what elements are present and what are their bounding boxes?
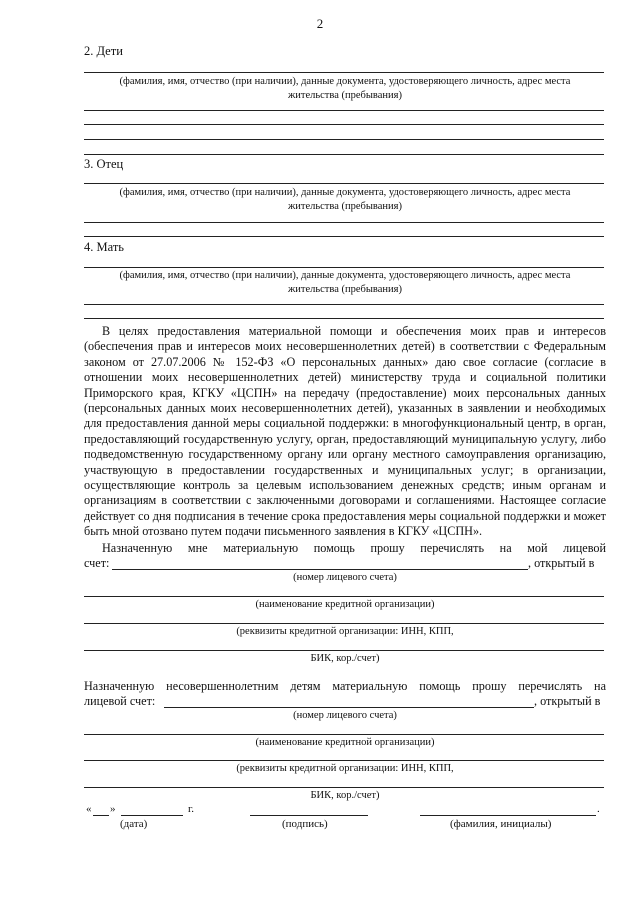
children-bank-name-caption: (наименование кредитной организации)	[255, 737, 435, 748]
father-caption-line2: жительства (пребывания)	[288, 201, 402, 212]
mother-heading: 4. Мать	[84, 240, 125, 254]
children-account-label: лицевой счет:	[84, 694, 156, 708]
date-year-suffix: г.	[188, 803, 195, 815]
children-caption-line2: жительства (пребывания)	[288, 90, 402, 101]
own-account-number-caption: (номер лицевого счета)	[293, 572, 397, 583]
date-caption: (дата)	[120, 818, 148, 830]
children-field-line[interactable]	[84, 139, 604, 140]
own-bank-bik-caption: БИК, кор./счет)	[310, 653, 380, 664]
own-account-opened-in: , открытый в	[528, 556, 595, 570]
name-initials-caption: (фамилия, инициалы)	[450, 818, 552, 830]
signature-caption: (подпись)	[282, 818, 328, 830]
children-bank-bik-caption: БИК, кор./счет)	[310, 790, 380, 801]
father-field-line[interactable]	[84, 222, 604, 223]
page-number: 2	[316, 16, 324, 31]
mother-caption-line2: жительства (пребывания)	[288, 284, 402, 295]
children-bank-requisites-caption: (реквизиты кредитной организации: ИНН, КПП,	[236, 763, 454, 774]
name-initials-field[interactable]	[420, 815, 596, 816]
children-account-request: Назначенную несовершеннолетним детям материальную помощь прошу перечислять на	[84, 679, 606, 693]
date-quote-close: »	[110, 803, 116, 815]
consent-paragraph: В целях предоставления материальной помощи и обеспечения моих прав и интересов (обеспечения прав и интересов моих несовершеннолетних детей) в соответствии с Федеральным законом от 27.07.2006 № 152-ФЗ «О персональных данных» даю свое согласие (согласие в отношении моих несовершеннолетних детей) министерству труда и социальной политики Приморского края, КГКУ «ЦСПН» на передачу (предоставление) моих персональных данных (персональных данных моих несовершеннолетних детей), указанных в заявлении и необходимых для предоставления данной меры социальной поддержки: в многофункциональный центр, в орган, предоставляющий государственную услугу, орган, предоставляющий муниципальную услугу, либо подведомственную государственному органу или органу местного самоуправления организацию, участвующую в предоставлении государственных и муниципальных услуг; в организации, осуществляющие контроль за целевым использованием денежных средств; иным органам и организациям в соответствии с заключенными договорами и соглашениями. Настоящее согласие действует со дня подписания в течение срока предоставления меры социальной поддержки и может быть мной отозвано путем подачи письменного заявления в КГКУ «ЦСПН».	[84, 324, 606, 539]
father-caption-line1: (фамилия, имя, отчество (при наличии), данные документа, удостоверяющего личность, адрес места	[119, 187, 571, 198]
own-bank-requisites-caption: (реквизиты кредитной организации: ИНН, КПП,	[236, 626, 454, 637]
mother-caption-line1: (фамилия, имя, отчество (при наличии), данные документа, удостоверяющего личность, адрес места	[119, 270, 571, 281]
date-day-field[interactable]	[93, 815, 109, 816]
own-account-label: счет:	[84, 556, 110, 570]
children-field-line[interactable]	[84, 72, 604, 73]
date-quote-open: «	[86, 803, 92, 815]
signature-field[interactable]	[250, 815, 368, 816]
signature-end-dot: .	[597, 803, 600, 815]
mother-field-line[interactable]	[84, 304, 604, 305]
children-caption-line1: (фамилия, имя, отчество (при наличии), данные документа, удостоверяющего личность, адрес места	[119, 76, 571, 87]
children-account-opened-in: , открытый в	[534, 694, 601, 708]
children-field-line[interactable]	[84, 124, 604, 125]
children-account-number-caption: (номер лицевого счета)	[293, 710, 397, 721]
children-heading: 2. Дети	[84, 44, 123, 58]
own-bank-name-caption: (наименование кредитной организации)	[255, 599, 435, 610]
children-field-line[interactable]	[84, 154, 604, 155]
mother-field-line[interactable]	[84, 318, 604, 319]
father-field-line[interactable]	[84, 236, 604, 237]
children-field-line[interactable]	[84, 110, 604, 111]
father-heading: 3. Отец	[84, 157, 124, 171]
father-field-line[interactable]	[84, 183, 604, 184]
own-account-request: Назначенную мне материальную помощь прошу перечислять на мой лицевой	[102, 541, 606, 555]
date-month-field[interactable]	[121, 815, 183, 816]
